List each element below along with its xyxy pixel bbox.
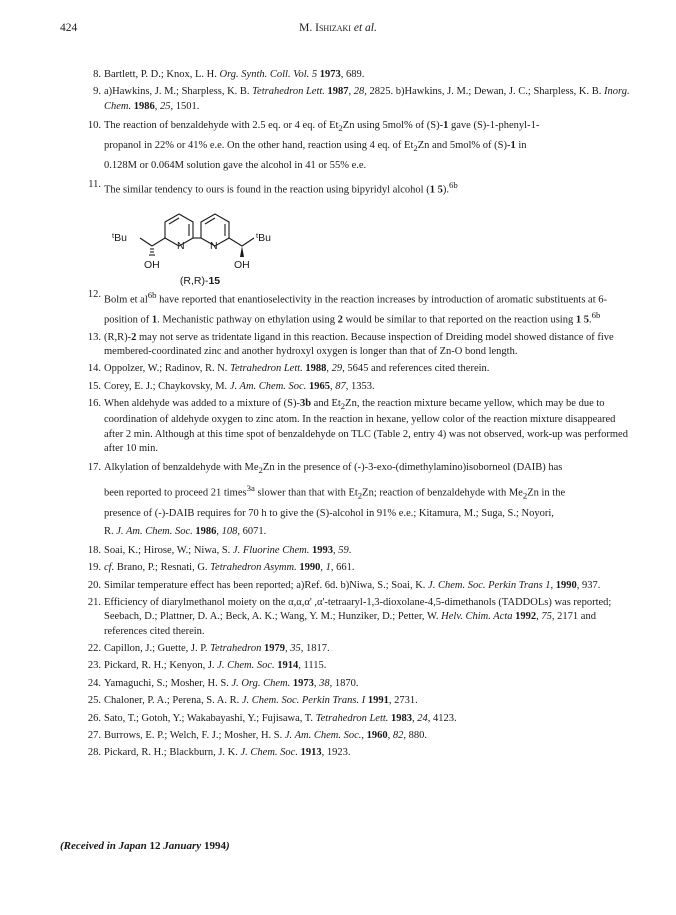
oh-right-label: OH (234, 259, 250, 272)
reference-number: 14. (87, 363, 101, 375)
reference-item: 26. Sato, T.; Gotoh, Y.; Wakabayashi, Y.; Fujisawa, T. Tetrahedron Lett. 1983, 24, 4123. (80, 712, 636, 726)
reference-item: 18. Soai, K.; Hirose, W.; Niwa, S. J. Fluorine Chem. 1993, 59. (80, 544, 636, 558)
nitrogen-right-label: N (210, 240, 218, 253)
reference-item: 14. Oppolzer, W.; Radinov, R. N. Tetrahedron Lett. 1988, 29, 5645 and references cited therein. (80, 362, 636, 376)
reference-number: 8. (93, 69, 101, 80)
reference-number: 9. (93, 86, 101, 98)
reference-item: 15. Corey, E. J.; Chaykovsky, M. J. Am. Chem. Soc. 1965, 87, 1353. (80, 380, 636, 394)
running-header (60, 22, 616, 38)
reference-item: 13. (R,R)-2 may not serve as tridentate ligand in this reaction. Because inspection of Dreiding model showed distance of five membered-coordinated zinc and another hydroxyl oxygen is longer than that of Zn-O bond length. (80, 331, 636, 359)
reference-item: 27. Burrows, E. P.; Welch, F. J.; Mosher, H. S. J. Am. Chem. Soc., 1960, 82, 880. (80, 729, 636, 743)
reference-number: 18. (87, 545, 101, 556)
reference-number: 21. (87, 597, 101, 609)
reference-number: 16. (87, 398, 101, 410)
reference-item: 25. Chaloner, P. A.; Perena, S. A. R. J. Chem. Soc. Perkin Trans. I 1991, 2731. (80, 694, 636, 708)
reference-number: 15. (87, 380, 101, 392)
reference-number: 25. (87, 695, 101, 707)
reference-number: 22. (87, 642, 101, 654)
reference-item: 28. Pickard, R. H.; Blackburn, J. K. J. Chem. Soc. 1913, 1923. (80, 746, 636, 760)
tbu-left-label: $^t$Bu (112, 231, 127, 245)
reference-number: 12. (87, 289, 101, 301)
bipyridyl-alcohol-structure (80, 202, 636, 288)
reference-item: 11. The similar tendency to ours is found in the reaction using bipyridyl alcohol (1 5).$^{6b}$ (80, 178, 636, 198)
reference-number: 11. (88, 179, 101, 191)
wedge-bond (240, 246, 244, 257)
reference-item: 9. a)Hawkins, J. M.; Sharpless, K. B. Tetrahedron Lett. 1987, 28, 2825. b)Hawkins, J. M.; Dewan, J. C.; Sharpless, K. B. Inorg. Chem. 1986, 25, 1501. (80, 85, 636, 113)
reference-item: 10. The reaction of benzaldehyde with 2.5 eq. or 4 eq. of $Et_2Zn$ using 5mol% of (S)-1 gave (S)-1-phenyl-1- propanol in 22% or 41% e.e. On the other hand, reaction using 4 eq. of $Et_2Zn$ and 5mol% of (S)-1 in 0.128M or 0.064M solution gave the alcohol in 41 or 55% e.e. (80, 117, 636, 175)
running-title (60, 22, 616, 34)
reference-item: 23. Pickard, R. H.; Kenyon, J. J. Chem. Soc. 1914, 1115. (80, 659, 636, 673)
et-al: et al. (353, 22, 377, 34)
page-number: 424 (60, 22, 78, 34)
reference-item: 8. Bartlett, P. D.; Knox, L. H. Org. Synth. Coll. Vol. 5 1973, 689. (80, 68, 636, 82)
reference-number: 26. (87, 712, 101, 724)
reference-number: 10. (87, 119, 101, 131)
reference-number: 28. (87, 747, 101, 759)
reference-item: 19. cf. Brano, P.; Resnati, G. Tetrahedron Asymm. 1990, 1, 661. (80, 561, 636, 575)
reference-list (80, 68, 636, 764)
reference-number: 17. (87, 462, 101, 474)
reference-number: 13. (87, 331, 101, 343)
reference-number: 23. (87, 660, 101, 672)
nitrogen-left-label: N (177, 240, 185, 253)
reference-number: 24. (87, 677, 101, 689)
reference-item: 12. Bolm et $al^{6b}$ have reported that enantioselectivity in the reaction increases by introduction of aromatic substituents at 6-position of 1. Mechanistic pathway on ethylation using 2 would be similar to that reported on the reaction using 1 5.$^{6b}$ (80, 288, 636, 327)
compound-label: (R,R)-15 (179, 275, 221, 288)
received-date: (Received in Japan 12 January 1994) (60, 840, 230, 852)
reference-number: 19. (87, 562, 101, 574)
reference-item: 16. When aldehyde was added to a mixture of (S)-3b and $Et_2Zn$, the reaction mixture became yellow, which may be due to coordination of aldehyde oxygen to zinc atom. In the reaction in hexane, yellow color of the reaction mixture disappeared after 2 min. Although at this time spot of benzaldehyde on TLC (Table 2, entry 4) was not observed, work-up was performed after 10 min. (80, 397, 636, 456)
author-name: M. Ishizaki (299, 22, 351, 34)
reference-item: 24. Yamaguchi, S.; Mosher, H. S. J. Org. Chem. 1973, 38, 1870. (80, 677, 636, 691)
reference-item: 22. Capillon, J.; Guette, J. P. Tetrahedron 1979, 35, 1817. (80, 642, 636, 656)
reference-item: 17. Alkylation of benzaldehyde with $Me_2Zn$ in the presence of (-)-3-exo-(dimethylamino)isoborneol (DAIB) has been reported to proceed 21 times$^{3a}$ slower than that with $Et_2Zn$; reaction of benzaldehyde with $Me_2Zn$ in the presence of (-)-DAIB requires for 70 h to give the (S)-alcohol in 91% e.e.; Kitamura, M.; Suga, S.; Noyori, R. J. Am. Chem. Soc. 1986, 108, 6071. (80, 459, 636, 541)
tbu-right-label: $^t$Bu (256, 231, 271, 245)
reference-item: 21. Efficiency of diarylmethanol moiety on the α,α,α' ,α'-tetraaryl-1,3-dioxolane-4,5-dimethanols (TADDOLs) was reported; Seebach, D.; Plattner, D. A.; Beck, A. K.; Wang, Y. M.; Hunziker, D.; Petter, W. Helv. Chim. Acta 1992, 75, 2171 and references cited therein. (80, 596, 636, 639)
reference-item: 20. Similar temperature effect has been reported; a)Ref. 6d. b)Niwa, S.; Soai, K. J. Chem. Soc. Perkin Trans 1, 1990, 937. (80, 579, 636, 593)
reference-number: 20. (87, 579, 101, 591)
reference-number: 27. (87, 729, 101, 741)
chemical-structure-15 (80, 202, 636, 288)
oh-left-label: OH (144, 259, 160, 272)
